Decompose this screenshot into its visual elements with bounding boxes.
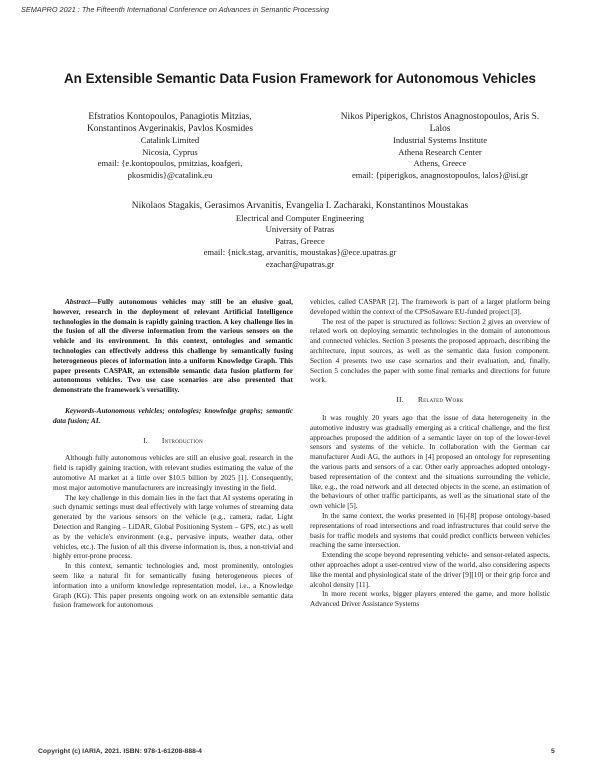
abstract <box>53 297 293 395</box>
email-line1: email: {piperigkos, anagnostopoulos, lalos}@isi.gr <box>351 169 529 180</box>
email-line2: ezachar@upatras.gr <box>265 258 335 269</box>
email-line1: email: {e.kontopoulos, pmitzias, koafgeri, <box>97 158 243 169</box>
paragraph: In more recent works, bigger players entered the game, and more holistic Advanced Driver Assistance Systems <box>310 589 550 609</box>
email-line2: pkosmidis}@catalink.eu <box>127 169 213 180</box>
conference-header: SEMAPRO 2021 : The Fifteenth International Conference on Advances in Semantic Processing <box>21 5 329 14</box>
author-block-catalink <box>40 112 300 182</box>
affiliation-line3: Patras, Greece <box>275 235 325 246</box>
section-heading-introduction <box>53 436 293 446</box>
author-names-line2: Lalos <box>429 123 451 134</box>
affiliation-line2: Nicosia, Cyprus <box>142 146 198 157</box>
section-title: Related Work <box>417 395 464 405</box>
section-number: I. <box>143 435 148 445</box>
paragraph: In the same context, the works presented in [6]-[8] propose ontology-based representations of road intersections and road infrastructures that could serve the basis for traffic models and systems that could predict conflicts between vehicles reaching the same intersection. <box>310 510 550 550</box>
paragraph: Although fully autonomous vehicles are still an elusive goal, research in the field is rapidly gaining traction, with relevant studies estimating the value of the automotive AI market at a little over $10.5 billion by 2025 [1]. Consequently, most major automotive manufacturers are increasingly investing in the field. <box>53 453 293 492</box>
paragraph: The rest of the paper is structured as follows: Section 2 gives an overview of related work on deploying semantic technologies in the domain of autonomous and connected vehicles. Section 3 presents the proposed approach, describing the architecture, input sources, as well as the semantic data fusion component. Section 4 presents two use case scenarios and their evaluation, and, finally, Section 5 concludes the paper with some final remarks and directions for future work. <box>310 316 550 385</box>
author-names-line2: Konstantinos Avgerinakis, Pavlos Kosmides <box>87 123 253 134</box>
paragraph: It was roughly 20 years ago that the issue of data heterogeneity in the automotive industry was gradually emerging as a critical challenge, and the first approaches proposed the addition of a semantic layer on top of the lower-level sensors and systems of the vehicle. In collaboration with the German car manufacturer Audi AG, the authors in [4] proposed an ontology for representing the various parts and sensors of a car. Other early approaches adopted ontology-based representation of the context and the situations surrounding the vehicle, like, e.g., the road network and all detected objects in the scene, an estimation of the behaviours of other traffic participants, as well as the situational state of the own vehicle [5]. <box>310 412 550 511</box>
section-title: Introduction <box>161 435 203 445</box>
affiliation-line1: Industrial Systems Institute <box>392 135 488 146</box>
email-line1: email: {nick.stag, arvanitis, moustakas}@ece.upatras.gr <box>203 247 397 258</box>
page-number: 5 <box>551 748 555 755</box>
author-names: Nikolaos Stagakis, Gerasimos Arvanitis, Evangelia I. Zacharaki, Konstantinos Moustakas <box>131 201 469 211</box>
author-names-line1: Efstratios Kontopoulos, Panagiotis Mitzias, <box>88 112 252 122</box>
abstract-label: Abstract <box>65 297 91 306</box>
right-column <box>310 297 550 609</box>
paragraph: The key challenge in this domain lies in the fact that AI systems operating in such dynamic settings must deal effectively with large volumes of streaming data generated by the various sensors on the vehicle (e.g., camera, radar, Light Detection and Ranging – LiDAR, Global Positioning System – GPS, etc.) as well as by the vehicle's environment (e.g., pervasive inputs, weather data, other vehicles, etc.). The fusion of all this diverse information is, thus, a non-trivial and highly error-prone process. <box>53 492 293 561</box>
paragraph: Extending the scope beyond representing vehicle- and sensor-related aspects, other approaches adopt a user-centred view of the world, also considering aspects like the mental and physiological state of the driver [9][10] or their grip force and alcohol density [11]. <box>310 550 550 589</box>
affiliation-line3: Athens, Greece <box>413 158 467 169</box>
left-column <box>53 297 293 610</box>
abstract-text: —Fully autonomous vehicles may still be an elusive goal, however, research in the deployment of relevant Artificial Intelligence technologies in the domain is rapidly gaining traction. A key challenge lies in the fusion of all the diverse information from the various sensors on the vehicle and its environment. In this context, ontologies and semantic technologies can effectively address this challenge by semantically fusing heterogeneous pieces of information into a uniform Knowledge Graph. This paper presents CASPAR, an extensible semantic data fusion platform for autonomous vehicles. Two use case scenarios are also presented that demonstrate the framework's versatility. <box>53 297 293 395</box>
paragraph: vehicles, called CASPAR [2]. The framework is part of a larger platform being developed within the context of the CPSoSaware EU-funded project [3]. <box>310 297 550 316</box>
affiliation-line2: University of Patras <box>265 224 335 235</box>
section-number: II. <box>396 395 404 405</box>
footer-copyright: Copyright (c) IARIA, 2021. ISBN: 978-1-61208-888-4 <box>38 748 202 755</box>
paragraph: In this context, semantic technologies and, most prominently, ontologies seem like a natural fit for semantically fusing heterogeneous pieces of information into a uniform knowledge representation model, i.e., a Knowledge Graph (KG). This paper presents ongoing work on an extensible semantic data fusion framework for autonomous <box>53 561 293 610</box>
keywords: Keywords-Autonomous vehicles; ontologies; knowledge graphs; semantic data fusion; AI. <box>53 405 293 425</box>
paper-title: An Extensible Semantic Data Fusion Framework for Autonomous Vehicles <box>64 71 536 86</box>
affiliation-line1: Electrical and Computer Engineering <box>235 212 365 223</box>
affiliation-line1: Catalink Limited <box>140 135 200 146</box>
affiliation-line2: Athena Research Center <box>398 146 482 157</box>
section-heading-related-work <box>310 395 550 405</box>
author-block-isi <box>305 112 575 182</box>
author-block-patras <box>20 201 580 271</box>
author-names-line1: Nikos Piperigkos, Christos Anagnostopoulos, Aris S. <box>340 112 540 122</box>
